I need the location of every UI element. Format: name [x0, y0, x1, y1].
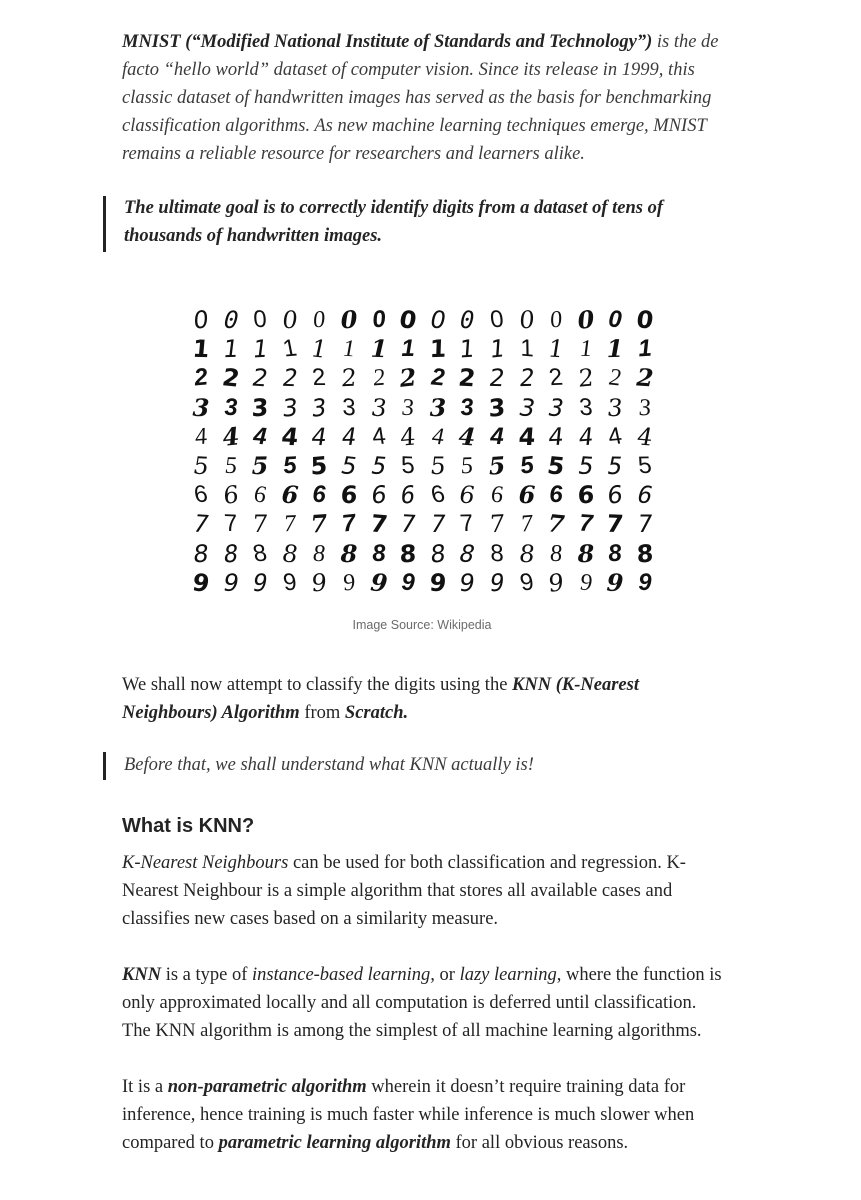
- digit-sample: 6: [457, 480, 478, 510]
- digit-sample: 8: [516, 539, 537, 568]
- pull-quote-before: [122, 751, 722, 779]
- digit-sample: 3: [368, 393, 389, 422]
- digit-sample: 7: [578, 509, 593, 538]
- text-span: , where the function is only approximated locally and all computation is deferred until classification. The KNN algorithm is among the simplest of all machine learning algorithms.: [122, 965, 722, 1041]
- digit-sample: 0: [427, 305, 449, 335]
- digit-sample: 4: [279, 422, 300, 452]
- digit-sample: 7: [427, 510, 448, 539]
- digit-sample: 4: [309, 422, 330, 451]
- knn-definition-paragraph: [122, 849, 722, 933]
- digit-sample: 9: [517, 568, 536, 597]
- digit-sample: 4: [517, 422, 536, 451]
- digit-sample: 9: [548, 567, 564, 598]
- digit-sample: 6: [633, 480, 657, 510]
- digit-row: [186, 306, 666, 334]
- digit-sample: 9: [368, 567, 389, 598]
- digit-sample: 7: [605, 510, 626, 539]
- digit-sample: 2: [370, 365, 387, 392]
- digit-sample: 5: [400, 451, 416, 480]
- digit-sample: 9: [638, 568, 652, 596]
- knn-intro-text-2: from: [299, 703, 345, 723]
- instance-based-term: instance-based learning,: [252, 965, 435, 985]
- digit-row: [186, 540, 666, 568]
- digit-sample: 3: [342, 392, 356, 422]
- digit-sample: 6: [312, 480, 327, 509]
- digit-sample: 8: [636, 538, 654, 569]
- digit-sample: 1: [369, 333, 388, 364]
- mnist-digits-figure: [186, 304, 666, 598]
- quote-bar: [103, 196, 106, 252]
- digit-row: [186, 364, 666, 392]
- digit-sample: 2: [635, 362, 655, 393]
- digit-sample: 1: [458, 334, 476, 364]
- digit-sample: 9: [340, 569, 358, 597]
- digit-sample: 3: [429, 392, 447, 422]
- digit-sample: 5: [636, 451, 654, 480]
- text-span: is a type of: [161, 965, 252, 985]
- digit-sample: 6: [339, 481, 359, 510]
- digit-sample: 6: [517, 480, 536, 510]
- digit-sample: 7: [282, 511, 298, 538]
- mnist-term: MNIST (“Modified National Institute of Standards and Technology”): [122, 32, 653, 52]
- digit-sample: 3: [545, 393, 567, 422]
- digit-sample: 1: [280, 334, 299, 363]
- digit-sample: 8: [576, 538, 595, 568]
- digit-sample: 2: [487, 364, 507, 393]
- digit-sample: 0: [548, 306, 564, 334]
- digit-sample: 4: [431, 423, 445, 451]
- digit-sample: 0: [339, 304, 359, 335]
- digit-sample: 1: [546, 334, 567, 364]
- pull-quote-goal-text: The ultimate goal is to correctly identify digits from a dataset of tens of thousands of handwritten images.: [124, 198, 664, 246]
- digit-sample: 2: [517, 364, 537, 393]
- digit-sample: 3: [281, 392, 299, 423]
- digit-sample: 9: [606, 567, 625, 598]
- digit-sample: 2: [430, 363, 446, 392]
- digit-sample: 2: [192, 363, 210, 392]
- digit-sample: 2: [340, 364, 358, 393]
- digit-sample: 6: [192, 480, 210, 509]
- digit-sample: 1: [606, 334, 624, 364]
- digit-sample: 3: [515, 393, 538, 423]
- digit-sample: 1: [401, 335, 416, 363]
- text-span: It is a: [122, 1077, 168, 1097]
- digit-sample: 2: [608, 364, 622, 393]
- digit-sample: 6: [369, 480, 388, 510]
- digit-sample: 9: [579, 569, 593, 597]
- knn-intro-paragraph: [122, 671, 722, 727]
- digit-sample: 4: [400, 422, 417, 452]
- text-span: or: [434, 965, 460, 985]
- digit-sample: 6: [399, 480, 417, 510]
- digit-sample: 7: [397, 510, 419, 539]
- digit-sample: 2: [398, 362, 418, 394]
- digit-sample: 6: [428, 480, 448, 509]
- pull-quote-goal: [122, 194, 722, 250]
- digit-sample: 6: [490, 481, 504, 509]
- digit-sample: 3: [459, 393, 476, 421]
- non-parametric-paragraph: [122, 1073, 722, 1157]
- digit-sample: 5: [223, 452, 238, 480]
- digit-sample: 2: [219, 363, 242, 394]
- digit-sample: 8: [371, 539, 386, 567]
- digit-sample: 4: [547, 422, 566, 452]
- quote-bar: [103, 752, 106, 780]
- digit-sample: 8: [250, 539, 270, 568]
- digit-sample: 3: [192, 392, 210, 422]
- digit-sample: 7: [190, 510, 212, 539]
- digit-sample: 5: [367, 451, 390, 481]
- digit-sample: 8: [221, 538, 240, 569]
- digit-sample: 8: [456, 539, 479, 569]
- pull-quote-before-text: Before that, we shall understand what KNN actually is!: [124, 755, 534, 775]
- section-heading: What is KNN?: [122, 815, 255, 837]
- digit-sample: 3: [606, 393, 625, 422]
- digit-row: [186, 335, 666, 363]
- knn-term: K-Nearest Neighbours: [122, 853, 289, 873]
- article-body: [122, 671, 722, 1157]
- knn-abbrev-term: KNN: [122, 965, 162, 985]
- digit-sample: 4: [220, 421, 241, 452]
- digit-sample: 6: [607, 480, 624, 510]
- digit-sample: 1: [579, 336, 593, 363]
- digit-sample: 8: [191, 539, 211, 568]
- digit-sample: 5: [251, 450, 269, 481]
- digit-sample: 6: [577, 480, 595, 510]
- digit-sample: 0: [252, 305, 268, 334]
- digit-sample: 5: [281, 451, 298, 480]
- digit-sample: 9: [427, 568, 448, 598]
- digit-sample: 4: [252, 422, 268, 451]
- knn-learning-paragraph: [122, 961, 722, 1045]
- digit-sample: 3: [223, 393, 238, 421]
- digit-sample: 5: [460, 452, 475, 480]
- digit-sample: 8: [340, 538, 358, 568]
- digit-sample: 4: [193, 423, 209, 451]
- digit-sample: 8: [313, 540, 326, 567]
- digit-sample: 0: [634, 305, 656, 335]
- digit-sample: 5: [310, 451, 328, 481]
- figure-caption: Image Source: Wikipedia: [352, 618, 492, 632]
- digit-sample: 5: [337, 451, 361, 481]
- digit-sample: 9: [281, 568, 299, 596]
- digit-sample: 9: [250, 568, 271, 597]
- digit-sample: 6: [548, 481, 564, 509]
- digit-sample: 9: [401, 568, 416, 597]
- digit-sample: 5: [191, 451, 211, 481]
- digit-sample: 8: [399, 539, 417, 569]
- digit-sample: 3: [637, 394, 653, 421]
- digit-sample: 4: [490, 422, 504, 451]
- digit-sample: 1: [221, 335, 240, 364]
- digit-sample: 2: [547, 364, 565, 392]
- digit-row: [186, 394, 666, 422]
- intro-paragraph: [122, 28, 722, 168]
- digit-sample: 3: [311, 392, 328, 423]
- digit-sample: 5: [517, 451, 536, 480]
- digit-sample: 1: [488, 334, 506, 365]
- digit-row: [186, 510, 666, 538]
- digit-row: [186, 423, 666, 451]
- digit-sample: 4: [577, 422, 595, 452]
- digit-sample: 8: [489, 539, 505, 568]
- text-span: for all obvious reasons.: [450, 1133, 629, 1153]
- digit-sample: 8: [429, 538, 447, 569]
- digit-sample: 0: [608, 305, 623, 334]
- intro-text: is the de facto “hello world” dataset of computer vision. Since its release in 1999, this classic dataset of handwritten images has served as the basis for benchmarking classification algorithms. As new machine learning techniques emerge, MNIST remains a reliable resource for researchers and learners alike.: [122, 32, 719, 164]
- scratch-term: Scratch.: [344, 703, 409, 723]
- digit-sample: 0: [312, 306, 327, 334]
- digit-sample: 7: [310, 508, 329, 539]
- digit-sample: 0: [517, 305, 536, 335]
- digit-sample: 3: [488, 392, 506, 423]
- digit-sample: 5: [545, 451, 567, 481]
- digit-sample: 2: [311, 364, 328, 392]
- digit-row: [186, 481, 666, 509]
- digit-sample: 1: [637, 334, 653, 363]
- text-span: wherein it doesn’t require training data for inference, hence training is much faster while inference is much slower when compared to: [122, 1077, 695, 1153]
- knn-algorithm-term: KNN (K-Nearest Neighbours) Algorithm: [122, 675, 639, 723]
- digit-sample: 2: [577, 363, 594, 394]
- non-parametric-term: non-parametric algorithm: [167, 1077, 367, 1097]
- digit-sample: 8: [279, 539, 301, 569]
- digit-sample: 4: [634, 422, 656, 452]
- digit-sample: 1: [191, 335, 211, 364]
- digit-sample: 7: [340, 509, 358, 538]
- digit-sample: 2: [457, 364, 478, 393]
- digit-sample: 2: [279, 364, 300, 393]
- digit-sample: 5: [575, 451, 597, 481]
- digit-sample: 7: [488, 509, 506, 539]
- digit-sample: 7: [458, 510, 476, 538]
- digit-sample: 0: [280, 305, 300, 335]
- digit-sample: 0: [488, 306, 506, 333]
- parametric-term: parametric learning algorithm: [218, 1133, 451, 1153]
- digit-sample: 7: [368, 509, 390, 539]
- digit-sample: 6: [253, 481, 267, 509]
- digit-sample: 0: [370, 305, 387, 334]
- digit-sample: 7: [222, 510, 239, 538]
- digit-sample: 6: [280, 479, 300, 510]
- digit-sample: 5: [428, 452, 447, 480]
- digit-sample: 2: [249, 364, 271, 393]
- digit-sample: 3: [578, 393, 594, 421]
- digit-sample: 4: [369, 422, 388, 451]
- digit-sample: 1: [343, 335, 355, 363]
- digit-sample: 3: [251, 393, 270, 422]
- digit-sample: 1: [428, 334, 447, 364]
- digit-sample: 5: [605, 451, 626, 481]
- digit-sample: 4: [339, 422, 359, 451]
- digit-sample: 0: [397, 305, 419, 335]
- digit-sample: 7: [518, 510, 535, 538]
- digit-sample: 6: [222, 480, 239, 510]
- digit-sample: 1: [251, 334, 270, 364]
- digit-sample: 7: [251, 510, 270, 539]
- digit-sample: 7: [635, 510, 655, 539]
- digit-sample: 3: [401, 394, 415, 421]
- digit-sample: 9: [457, 568, 477, 597]
- digit-sample: 4: [605, 422, 625, 451]
- digit-row: [186, 569, 666, 597]
- digit-sample: 0: [219, 305, 242, 335]
- digit-sample: 0: [457, 305, 478, 335]
- digit-sample: 9: [487, 568, 507, 598]
- digit-sample: 5: [487, 450, 507, 481]
- digit-sample: 1: [519, 334, 534, 363]
- knn-intro-text-1: We shall now attempt to classify the digits using the: [122, 675, 513, 695]
- digit-sample: 1: [308, 334, 330, 364]
- lazy-learning-term: lazy learning: [459, 965, 557, 985]
- digit-sample: 0: [575, 304, 596, 335]
- digit-sample: 8: [549, 540, 564, 567]
- digit-sample: 4: [458, 421, 477, 452]
- digit-sample: 0: [192, 305, 210, 335]
- article-top: [122, 28, 722, 250]
- digit-sample: 7: [546, 508, 567, 540]
- digit-row: [186, 452, 666, 480]
- digit-sample: 9: [220, 568, 241, 598]
- digit-sample: 9: [190, 568, 212, 598]
- knn-definition-text: can be used for both classification and regression. K-Nearest Neighbour is a simple algorithm that stores all available cases and classifies new cases based on a similarity measure.: [122, 853, 686, 929]
- digit-sample: 8: [607, 539, 624, 567]
- digit-sample: 9: [311, 568, 328, 598]
